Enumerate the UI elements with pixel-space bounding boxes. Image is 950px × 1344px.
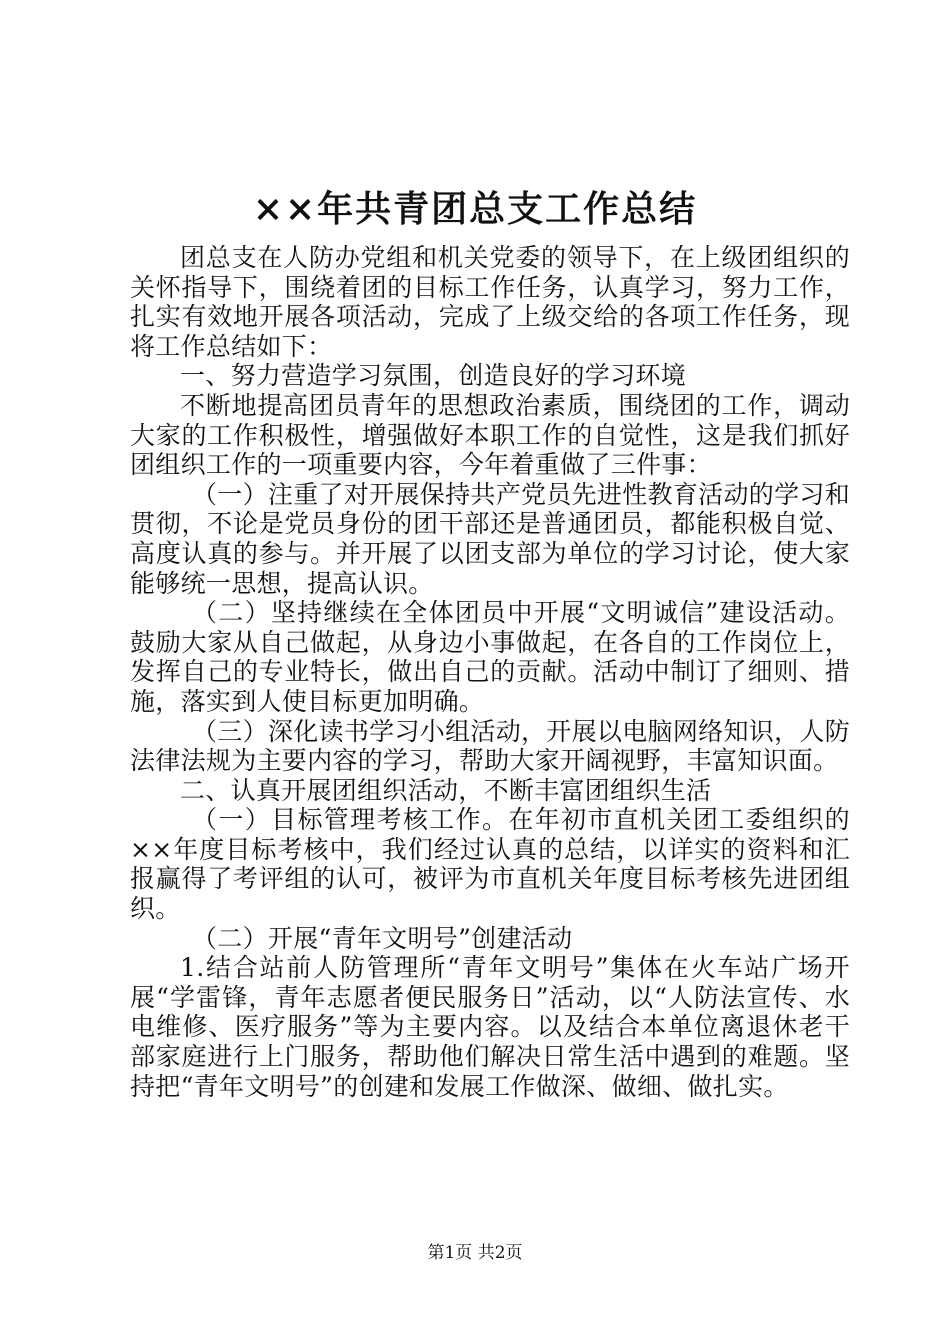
section-heading-2: 二、认真开展团组织活动，不断丰富团组织生活	[180, 775, 712, 805]
section-1-paragraph: 不断地提高团员青年的思想政治素质，围绕团的工作，调动大家的工作积极性，增强做好本职工作的自觉性，这是我们抓好团组织工作的一项重要内容，今年着重做了三件事：	[130, 390, 850, 480]
section-2-item-1: （一）目标管理考核工作。在年初市直机关团工委组织的××年度目标考核中，我们经过认真的总结，以详实的资料和汇报赢得了考评组的认可，被评为市直机关年度目标考核先进团组织。	[130, 805, 850, 924]
section-heading-1: 一、努力营造学习氛围，创造良好的学习环境	[180, 361, 687, 391]
section-2-subitem-1: 1.结合站前人防管理所“青年文明号”集体在火车站广场开展“学雷锋，青年志愿者便民服务日”活动，以“人防法宣传、水电维修、医疗服务”等为主要内容。以及结合本单位离退休老干部家庭进行上门服务，帮助他们解决日常生活中遇到的难题。坚持把“青年文明号”的创建和发展工作做深、做细、做扎实。	[130, 953, 850, 1101]
document-title: ××年共青团总支工作总结	[252, 188, 698, 230]
document-body	[130, 243, 850, 1101]
section-1-item-3: （三）深化读书学习小组活动，开展以电脑网络知识，人防法律法规为主要内容的学习，帮助大家开阔视野，丰富知识面。	[130, 716, 850, 776]
section-1-item-2: （二）坚持继续在全体团员中开展“文明诚信”建设活动。鼓励大家从自己做起，从身边小事做起，在各自的工作岗位上，发挥自己的专业特长，做出自己的贡献。活动中制订了细则、措施，落实到人使目标更加明确。	[130, 598, 850, 716]
page-number: 第1页 共2页	[427, 1243, 523, 1263]
section-2-item-2: （二）开展“青年文明号”创建活动	[192, 923, 573, 953]
intro-paragraph: 团总支在人防办党组和机关党委的领导下，在上级团组织的关怀指导下，围绕着团的目标工作任务，认真学习，努力工作，扎实有效地开展各项活动，完成了上级交给的各项工作任务，现将工作总结如下：	[130, 243, 850, 361]
section-1-item-1: （一）注重了对开展保持共产党员先进性教育活动的学习和贯彻，不论是党员身份的团干部还是普通团员，都能积极自觉、高度认真的参与。并开展了以团支部为单位的学习讨论，使大家能够统一思想，提高认识。	[130, 479, 850, 598]
